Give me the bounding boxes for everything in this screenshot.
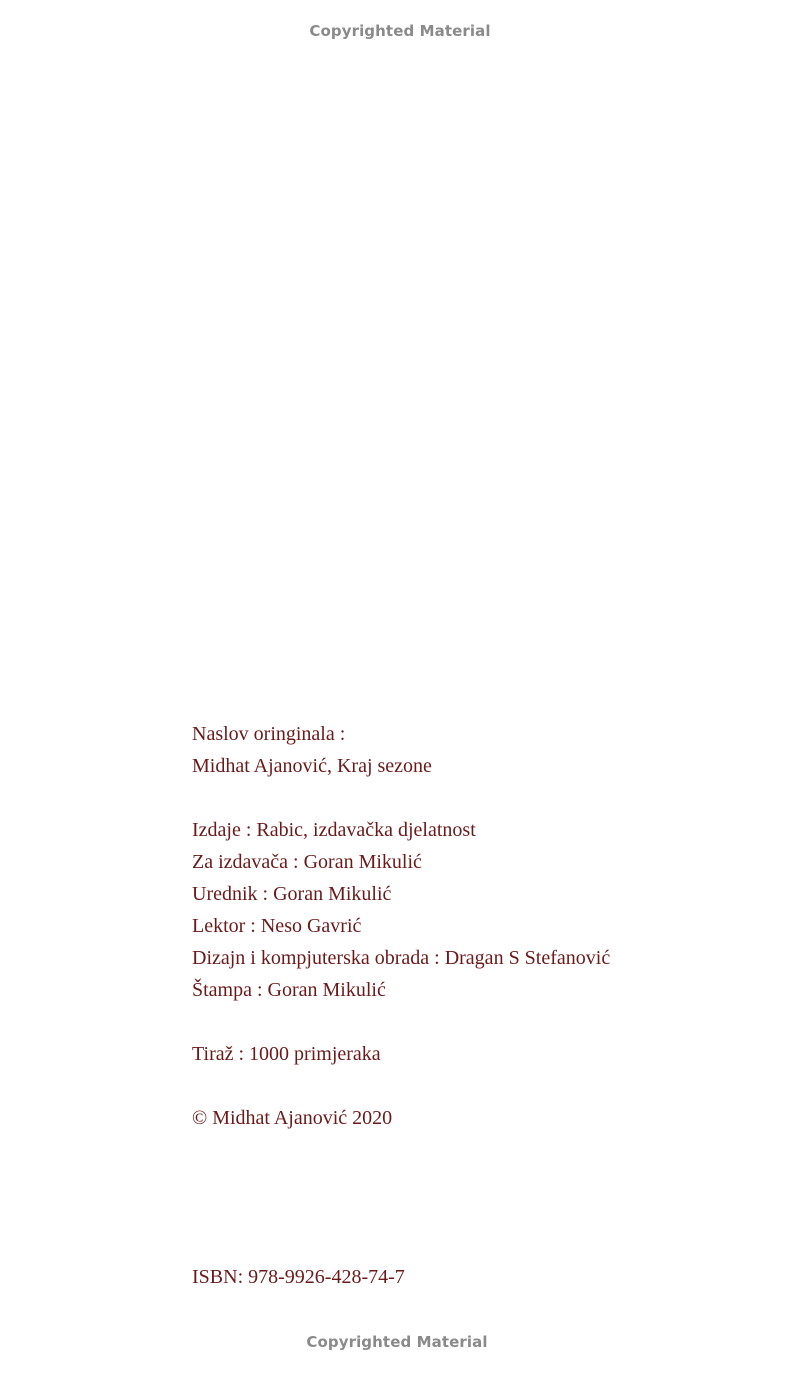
- original-title-value: Midhat Ajanović, Kraj sezone: [192, 755, 432, 777]
- isbn-line: ISBN: 978-9926-428-74-7: [192, 1266, 405, 1288]
- editor-line: Urednik : Goran Mikulić: [192, 883, 392, 905]
- spacer: [192, 782, 610, 814]
- original-title-label: Naslov oringinala :: [192, 723, 346, 745]
- copyright-watermark-bottom: Copyrighted Material: [306, 1333, 488, 1351]
- design-line: Dizajn i kompjuterska obrada : Dragan S Stefanović: [192, 947, 611, 969]
- for-publisher-line: Za izdavača : Goran Mikulić: [192, 851, 422, 873]
- spacer: [192, 1006, 610, 1038]
- copyright-watermark-top: Copyrighted Material: [309, 22, 491, 40]
- colophon-block: [192, 718, 610, 1134]
- copyright-line: © Midhat Ajanović 2020: [192, 1107, 393, 1129]
- printing-line: Štampa : Goran Mikulić: [192, 979, 386, 1001]
- print-run-line: Tiraž : 1000 primjeraka: [192, 1043, 381, 1065]
- publisher-line: Izdaje : Rabic, izdavačka djelatnost: [192, 819, 476, 841]
- proofreader-line: Lektor : Neso Gavrić: [192, 915, 362, 937]
- spacer: [192, 1070, 610, 1102]
